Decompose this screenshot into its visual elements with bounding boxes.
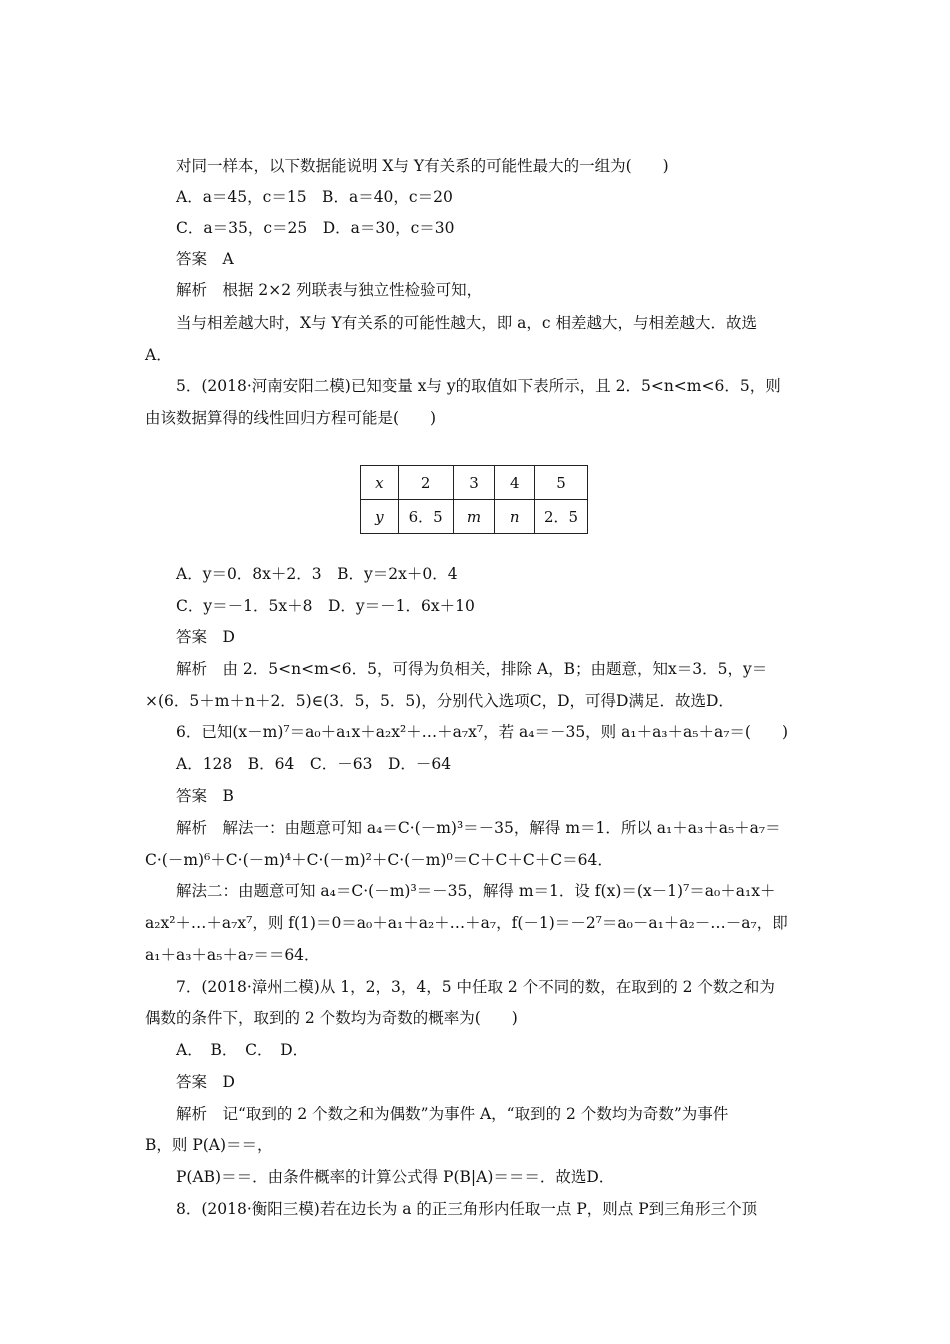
question-5-answer: 答案 D [176, 628, 235, 646]
table-cell: 5 [535, 466, 588, 500]
question-6-options: A．128 B．64 C．－63 D．－64 [176, 755, 452, 773]
question-7-options: A． B． C． D． [176, 1041, 309, 1059]
question-6-answer: 答案 B [176, 787, 234, 805]
question-4-analysis-1: 解析 根据 2×2 列联表与独立性检验可知， [176, 281, 483, 299]
question-5-stem-2: 由该数据算得的线性回归方程可能是( ) [145, 409, 437, 427]
question-6-analysis-1: 解析 解法一：由题意可知 a₄＝C·(－m)³＝－35，解得 m＝1．所以 a₁＋a₃＋a₅＋a₇＝ [176, 819, 781, 837]
table-cell: 2．5 [535, 500, 588, 534]
table-row [361, 466, 588, 500]
question-5-analysis-2: ×(6．5＋m＋n＋2．5)∈(3．5，5．5)，分别代入选项C，D，可得D满足．故选D． [145, 692, 734, 710]
question-8-stem: 8．(2018·衡阳三模)若在边长为 a 的正三角形内任取一点 P，则点 P到三角形三个顶 [176, 1200, 758, 1218]
question-6-analysis-2: C·(－m)⁶＋C·(－m)⁴＋C·(－m)²＋C·(－m)⁰＝C＋C＋C＋C＝64． [145, 851, 613, 869]
table-cell: 2 [398, 466, 453, 500]
table-cell: 4 [495, 466, 535, 500]
question-7-analysis-3: P(AB)＝＝．由条件概率的计算公式得 P(B|A)＝＝＝．故选D． [176, 1168, 615, 1186]
table-cell: x [361, 466, 399, 500]
table-row [361, 500, 588, 534]
table-cell: y [361, 500, 399, 534]
question-4-analysis-2: 当与相差越大时，X与 Y有关系的可能性越大，即 a，c 相差越大，与相差越大．故选 [176, 314, 757, 332]
question-4-stem: 对同一样本，以下数据能说明 X与 Y有关系的可能性最大的一组为( ) [176, 157, 669, 175]
question-6-analysis-3: 解法二：由题意可知 a₄＝C·(－m)³＝－35，解得 m＝1．设 f(x)＝(x－1)⁷＝a₀＋a₁x＋ [176, 882, 776, 900]
question-6-analysis-5: a₁＋a₃＋a₅＋a₇＝＝64． [145, 946, 320, 964]
question-7-analysis-1: 解析 记“取到的 2 个数之和为偶数”为事件 A，“取到的 2 个数均为奇数”为事件 [176, 1105, 729, 1123]
question-6-stem: 6．已知(x－m)⁷＝a₀＋a₁x＋a₂x²＋…＋a₇x⁷，若 a₄＝－35，则 a₁＋a₃＋a₅＋a₇＝( ) [176, 723, 789, 741]
table-cell: n [495, 500, 535, 534]
data-table [360, 465, 588, 534]
table-cell: 3 [453, 466, 495, 500]
question-7-analysis-2: B，则 P(A)＝＝， [145, 1136, 273, 1154]
question-5-analysis-1: 解析 由 2．5<n<m<6．5，可得为负相关，排除 A，B；由题意，知x＝3．5，y＝ [176, 660, 768, 678]
question-5-options-cd: C．y＝－1．5x＋8 D．y＝－1．6x＋10 [176, 597, 475, 615]
question-4-analysis-3: A． [145, 346, 172, 364]
question-7-answer: 答案 D [176, 1073, 235, 1091]
question-7-stem-1: 7．(2018·漳州二模)从 1，2，3，4，5 中任取 2 个不同的数，在取到的 2 个数之和为 [176, 978, 775, 996]
question-7-stem-2: 偶数的条件下，取到的 2 个数均为奇数的概率为( ) [145, 1009, 518, 1027]
table-cell: m [453, 500, 495, 534]
question-4-answer: 答案 A [176, 250, 234, 268]
question-4-options-ab: A．a＝45，c＝15 B．a＝40，c＝20 [176, 188, 453, 206]
table-cell: 6．5 [398, 500, 453, 534]
question-5-options-ab: A．y＝0．8x＋2．3 B．y＝2x＋0．4 [176, 565, 458, 583]
question-4-options-cd: C．a＝35，c＝25 D．a＝30，c＝30 [176, 219, 455, 237]
question-5-stem-1: 5．(2018·河南安阳二模)已知变量 x与 y的取值如下表所示，且 2．5<n<m<6．5，则 [176, 377, 781, 395]
question-6-analysis-4: a₂x²＋…＋a₇x⁷，则 f(1)＝0＝a₀＋a₁＋a₂＋…＋a₇，f(－1)＝－2⁷＝a₀－a₁＋a₂－…－a₇，即 [145, 914, 788, 932]
